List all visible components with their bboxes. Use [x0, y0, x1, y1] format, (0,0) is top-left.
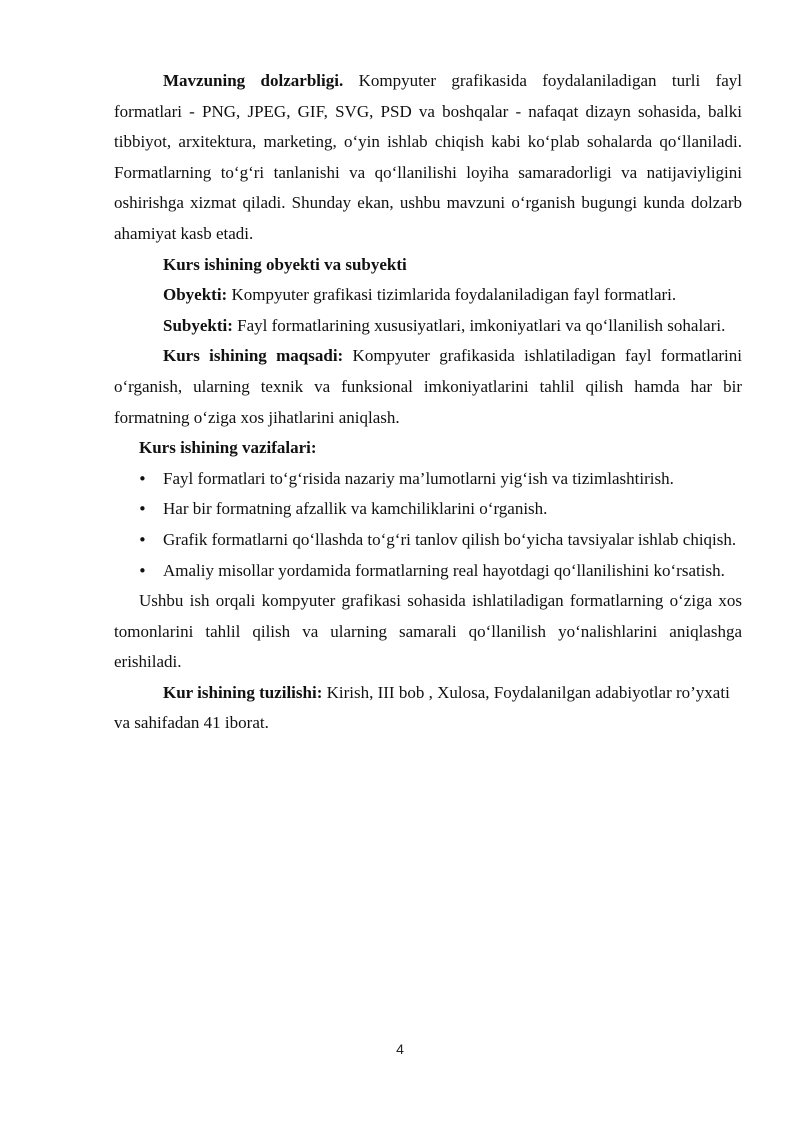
list-item [114, 556, 742, 587]
structure-text: Kirish, III bob , Xulosa, Foydalanilgan adabiyotlar ro’yxati va sahifadan 41 iborat. [114, 682, 730, 733]
tasks-heading [114, 433, 742, 464]
tasks-list [114, 464, 742, 586]
list-item [114, 525, 742, 556]
conclusion-paragraph: Ushbu ish orqali kompyuter grafikasi sohasida ishlatiladigan formatlarning o‘ziga xos tomonlarini tahlil qilish va ularning samarali qo‘llanilish yo‘nalishlarini aniqlashga erishiladi. [114, 591, 742, 672]
object-text: Kompyuter grafikasi tizimlarida foydalaniladigan fayl formatlari. [227, 285, 677, 305]
goal-text: Kompyuter grafikasida ishlatiladigan fayl formatlarini o‘rganish, ularning texnik va funksional imkoniyatlarini tahlil qilish hamda har bir formatning o‘ziga xos jihatlarini aniqlash. [114, 346, 742, 427]
list-item [114, 464, 742, 495]
bullet-dot-icon: • [138, 561, 147, 580]
bullet-dot-icon: • [138, 530, 147, 549]
goal-paragraph [114, 341, 742, 433]
task-text: Fayl formatlari to‘g‘risida nazariy ma’lumotlarni yig‘ish va tizimlashtirish. [163, 468, 674, 488]
subject-label: Subyekti: [163, 315, 233, 335]
structure-paragraph [114, 678, 742, 739]
object-subject-heading-text: Kurs ishining obyekti va subyekti [163, 254, 407, 274]
bullet-dot-icon: • [138, 469, 147, 488]
bullet-dot-icon: • [138, 500, 147, 519]
document-page [114, 66, 742, 739]
task-text: Amaliy misollar yordamida formatlarning real hayotdagi qo‘llanilishini ko‘rsatish. [163, 560, 725, 580]
goal-label: Kurs ishining maqsadi: [163, 346, 344, 366]
structure-label: Kur ishining tuzilishi: [163, 682, 323, 702]
task-text: Grafik formatlarni qo‘llashda to‘g‘ri tanlov qilish bo‘yicha tavsiyalar ishlab chiqish. [163, 529, 737, 549]
object-label: Obyekti: [163, 285, 228, 305]
task-text: Har bir formatning afzallik va kamchiliklarini o‘rganish. [163, 499, 548, 519]
subject-text: Fayl formatlarining xususiyatlari, imkoniyatlari va qo‘llanilish sohalari. [232, 315, 726, 335]
relevance-paragraph [114, 66, 742, 250]
relevance-text: Kompyuter grafikasida foydalaniladigan turli fayl formatlari - PNG, JPEG, GIF, SVG, PSD va boshqalar - nafaqat dizayn sohasida, balki tibbiyot, arxitektura, marketing, o‘yin ishlab chiqish kabi ko‘plab sohalarda qo‘llaniladi. Formatlarning to‘g‘ri tanlanishi va qo‘llanilishi loyiha samaradorligi va natijaviyligini oshirishga xizmat qiladi. Shunday ekan, ushbu mavzuni o‘rganish bugungi kunda dolzarb ahamiyat kasb etadi. [114, 71, 742, 243]
subject-paragraph [114, 311, 742, 342]
page-number: 4 [396, 1041, 404, 1057]
relevance-heading: Mavzuning dolzarbligi. [163, 71, 344, 90]
list-item [114, 494, 742, 525]
tasks-heading-text: Kurs ishining vazifalari: [139, 438, 317, 458]
object-paragraph [114, 280, 742, 311]
object-subject-heading [114, 250, 742, 281]
